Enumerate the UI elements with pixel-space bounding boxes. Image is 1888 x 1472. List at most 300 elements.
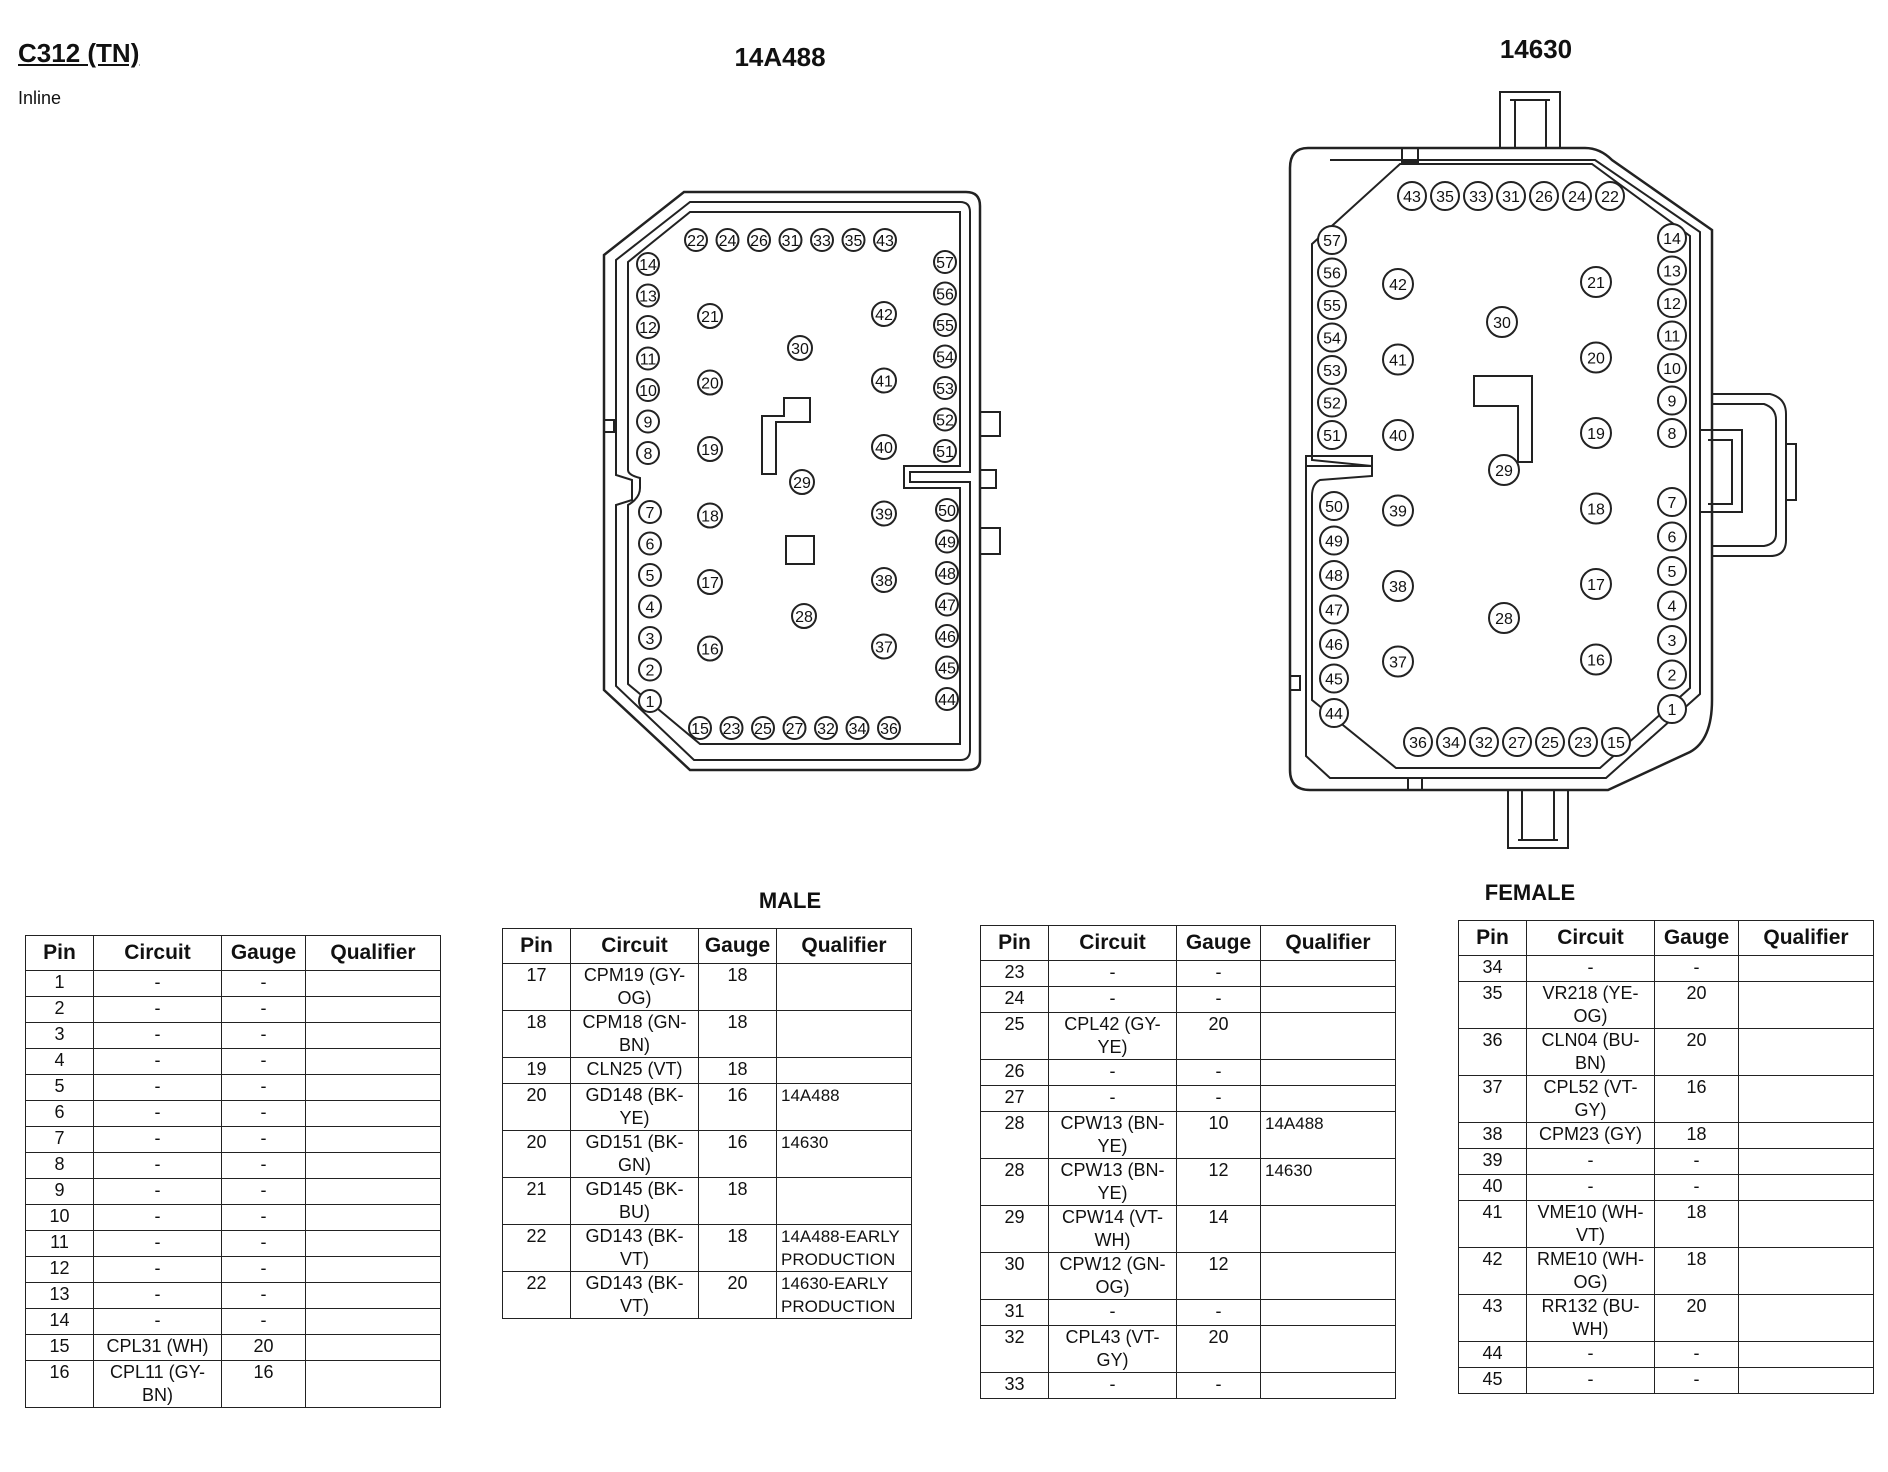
- circuit-cell: -: [94, 1153, 222, 1179]
- table-row: [26, 1075, 441, 1101]
- svg-text:33: 33: [1469, 189, 1487, 206]
- svg-text:20: 20: [701, 375, 719, 393]
- gauge-cell: -: [1177, 1060, 1261, 1086]
- svg-text:48: 48: [938, 566, 956, 583]
- qualifier-cell: [1261, 1013, 1396, 1060]
- svg-text:3: 3: [645, 631, 655, 648]
- pin-23: [721, 717, 743, 739]
- svg-text:31: 31: [1502, 189, 1520, 206]
- pin-23: [1569, 728, 1597, 756]
- table-row: [1459, 1029, 1874, 1076]
- pin-1: [1658, 695, 1686, 723]
- svg-text:7: 7: [645, 505, 655, 522]
- pin-20: [698, 371, 722, 395]
- gauge-cell: -: [222, 997, 306, 1023]
- qualifier-cell: [1261, 1326, 1396, 1373]
- pin-cell: 29: [981, 1206, 1049, 1253]
- circuit-cell: RME10 (WH-OG): [1527, 1248, 1655, 1295]
- circuit-cell: -: [1527, 1368, 1655, 1394]
- svg-text:34: 34: [848, 721, 867, 738]
- gauge-cell: -: [1177, 1373, 1261, 1399]
- col-header-pin: Pin: [1459, 921, 1527, 956]
- table-row: [503, 1011, 912, 1058]
- circuit-cell: -: [1049, 987, 1177, 1013]
- qualifier-cell: [306, 1101, 441, 1127]
- svg-text:22: 22: [1601, 189, 1619, 206]
- pin-45: [936, 657, 958, 679]
- qualifier-cell: [306, 1127, 441, 1153]
- pin-38: [1383, 571, 1413, 601]
- pin-14: [1658, 224, 1686, 252]
- table-row: [981, 1086, 1396, 1112]
- female-label: FEMALE: [1484, 880, 1576, 905]
- pin-28: [792, 604, 816, 628]
- qualifier-cell: 14630: [777, 1131, 912, 1178]
- svg-text:39: 39: [1389, 503, 1407, 521]
- pin-55: [1318, 291, 1346, 319]
- qualifier-cell: [306, 1257, 441, 1283]
- pin-34: [1437, 728, 1465, 756]
- col-header-gauge: Gauge: [1177, 926, 1261, 961]
- pin-43: [1398, 182, 1426, 210]
- pin-32: [1470, 728, 1498, 756]
- circuit-cell: RR132 (BU-WH): [1527, 1295, 1655, 1342]
- qualifier-cell: [1739, 1248, 1874, 1295]
- svg-text:46: 46: [1325, 637, 1343, 654]
- svg-text:37: 37: [1389, 654, 1407, 672]
- circuit-cell: -: [94, 1309, 222, 1335]
- pin-52: [934, 409, 956, 431]
- pin-cell: 38: [1459, 1123, 1527, 1149]
- svg-text:49: 49: [938, 534, 956, 552]
- circuit-cell: GD143 (BK-VT): [571, 1225, 699, 1272]
- pin-cell: 20: [503, 1131, 571, 1178]
- qualifier-cell: [306, 971, 441, 997]
- circuit-cell: -: [1049, 1086, 1177, 1112]
- pin-cell: 35: [1459, 982, 1527, 1029]
- gauge-cell: -: [1177, 1086, 1261, 1112]
- pin-6: [639, 533, 661, 555]
- gauge-cell: 20: [699, 1272, 777, 1319]
- pin-cell: 32: [981, 1326, 1049, 1373]
- svg-text:35: 35: [844, 233, 863, 250]
- svg-text:50: 50: [938, 503, 956, 520]
- pin-21: [698, 304, 722, 328]
- pin-54: [934, 346, 956, 368]
- svg-text:5: 5: [1667, 564, 1677, 581]
- gauge-cell: -: [222, 1049, 306, 1075]
- svg-text:24: 24: [1568, 189, 1586, 206]
- circuit-cell: CPW13 (BN-YE): [1049, 1112, 1177, 1159]
- table-row: [26, 1023, 441, 1049]
- pin-41: [1383, 345, 1413, 375]
- pin-8: [637, 442, 659, 464]
- gauge-cell: 18: [699, 1225, 777, 1272]
- pin-9: [637, 411, 659, 433]
- pin-30: [1487, 307, 1517, 337]
- table-row: [503, 1058, 912, 1084]
- table-row: [1459, 1149, 1874, 1175]
- svg-text:17: 17: [701, 575, 719, 592]
- svg-text:17: 17: [1587, 577, 1605, 594]
- col-header-qualifier: Qualifier: [1261, 926, 1396, 961]
- table-row: [26, 1257, 441, 1283]
- svg-text:10: 10: [1663, 361, 1681, 378]
- pin-cell: 14: [26, 1309, 94, 1335]
- pin-10: [637, 379, 659, 401]
- svg-text:29: 29: [793, 475, 811, 492]
- svg-text:52: 52: [1323, 395, 1341, 413]
- circuit-cell: GD145 (BK-BU): [571, 1178, 699, 1225]
- svg-text:46: 46: [938, 629, 956, 646]
- pin-24: [1563, 182, 1591, 210]
- gauge-cell: -: [222, 1127, 306, 1153]
- table-row: [26, 1335, 441, 1361]
- table-row: [981, 1013, 1396, 1060]
- gauge-cell: -: [1177, 987, 1261, 1013]
- pin-cell: 30: [981, 1253, 1049, 1300]
- qualifier-cell: 14630: [1261, 1159, 1396, 1206]
- svg-text:25: 25: [1541, 735, 1559, 752]
- svg-text:36: 36: [880, 721, 898, 738]
- svg-text:6: 6: [645, 536, 655, 554]
- pin-cell: 22: [503, 1225, 571, 1272]
- gauge-cell: 16: [699, 1131, 777, 1178]
- pin-11: [1658, 322, 1686, 350]
- qualifier-cell: [306, 1205, 441, 1231]
- pin-27: [1503, 728, 1531, 756]
- svg-text:45: 45: [1325, 671, 1343, 689]
- pin-48: [936, 562, 958, 584]
- gauge-cell: 18: [1655, 1248, 1739, 1295]
- svg-text:11: 11: [1663, 328, 1681, 346]
- pin-cell: 12: [26, 1257, 94, 1283]
- pin-cell: 41: [1459, 1201, 1527, 1248]
- pin-2: [639, 659, 661, 681]
- qualifier-cell: [1261, 1253, 1396, 1300]
- svg-text:14: 14: [639, 257, 657, 274]
- svg-text:3: 3: [1667, 633, 1677, 650]
- circuit-cell: GD151 (BK-GN): [571, 1131, 699, 1178]
- gauge-cell: 20: [1177, 1013, 1261, 1060]
- svg-text:43: 43: [876, 233, 894, 250]
- gauge-cell: -: [1177, 1300, 1261, 1326]
- table-row: [1459, 982, 1874, 1029]
- table-row: [981, 1060, 1396, 1086]
- pin-57: [1318, 226, 1346, 254]
- pin-cell: 20: [503, 1084, 571, 1131]
- pin-44: [1320, 699, 1348, 727]
- svg-text:57: 57: [1323, 233, 1341, 250]
- svg-text:32: 32: [817, 721, 835, 738]
- pin-cell: 27: [981, 1086, 1049, 1112]
- svg-text:51: 51: [936, 444, 954, 461]
- gauge-cell: -: [222, 1283, 306, 1309]
- circuit-cell: -: [1527, 1149, 1655, 1175]
- gauge-cell: 10: [1177, 1112, 1261, 1159]
- pin-50: [1320, 492, 1348, 520]
- qualifier-cell: [1739, 1076, 1874, 1123]
- qualifier-cell: [1739, 1149, 1874, 1175]
- svg-text:1: 1: [645, 694, 655, 711]
- table-row: [26, 1231, 441, 1257]
- pin-46: [936, 625, 958, 647]
- svg-text:30: 30: [791, 341, 809, 358]
- svg-text:25: 25: [754, 721, 772, 738]
- qualifier-cell: [306, 1361, 441, 1408]
- svg-text:12: 12: [1663, 296, 1681, 313]
- pin-20: [1581, 343, 1611, 373]
- pin-47: [1320, 596, 1348, 624]
- qualifier-cell: [306, 1049, 441, 1075]
- svg-text:42: 42: [1389, 277, 1407, 294]
- svg-text:53: 53: [936, 381, 954, 398]
- pin-33: [811, 229, 833, 251]
- qualifier-cell: [1739, 982, 1874, 1029]
- svg-text:34: 34: [1442, 735, 1460, 752]
- table-row: [26, 1283, 441, 1309]
- col-header-circuit: Circuit: [1527, 921, 1655, 956]
- svg-text:15: 15: [691, 721, 709, 738]
- pin-33: [1464, 182, 1492, 210]
- pin-17: [1581, 569, 1611, 599]
- table-row: [1459, 1295, 1874, 1342]
- pin-50: [936, 499, 958, 521]
- circuit-cell: -: [94, 1127, 222, 1153]
- svg-text:19: 19: [701, 442, 719, 459]
- pin-3: [639, 627, 661, 649]
- pin-cell: 3: [26, 1023, 94, 1049]
- qualifier-cell: [306, 997, 441, 1023]
- svg-text:40: 40: [1389, 428, 1407, 445]
- col-header-qualifier: Qualifier: [777, 929, 912, 964]
- qualifier-cell: [1739, 1175, 1874, 1201]
- pin-53: [934, 377, 956, 399]
- pin-51: [1318, 421, 1346, 449]
- gauge-cell: -: [1655, 1175, 1739, 1201]
- table-row: [981, 1373, 1396, 1399]
- table-row: [1459, 956, 1874, 982]
- pin-39: [1383, 496, 1413, 526]
- pin-table-1: [25, 935, 441, 1408]
- gauge-cell: -: [222, 1309, 306, 1335]
- svg-text:38: 38: [1389, 579, 1407, 596]
- pin-36: [1404, 728, 1432, 756]
- circuit-cell: CPW14 (VT-WH): [1049, 1206, 1177, 1253]
- pin-5: [1658, 557, 1686, 585]
- qualifier-cell: [777, 1058, 912, 1084]
- qualifier-cell: [1261, 1206, 1396, 1253]
- pin-7: [1658, 488, 1686, 516]
- svg-text:37: 37: [875, 639, 893, 657]
- svg-text:50: 50: [1325, 499, 1343, 516]
- pin-38: [872, 568, 896, 592]
- svg-text:56: 56: [936, 286, 954, 304]
- pin-4: [1658, 592, 1686, 620]
- pin-cell: 31: [981, 1300, 1049, 1326]
- table-row: [26, 971, 441, 997]
- pin-35: [1431, 182, 1459, 210]
- pin-37: [872, 635, 896, 659]
- circuit-cell: CPL31 (WH): [94, 1335, 222, 1361]
- gauge-cell: -: [1655, 1149, 1739, 1175]
- pin-cell: 13: [26, 1283, 94, 1309]
- table-row: [26, 1049, 441, 1075]
- pin-table-3: [980, 925, 1396, 1399]
- svg-text:29: 29: [1495, 463, 1513, 480]
- pin-cell: 40: [1459, 1175, 1527, 1201]
- table-row: [1459, 1368, 1874, 1394]
- circuit-cell: GD148 (BK-YE): [571, 1084, 699, 1131]
- pin-15: [689, 717, 711, 739]
- svg-text:27: 27: [785, 721, 804, 738]
- qualifier-cell: [306, 1153, 441, 1179]
- svg-text:14: 14: [1663, 231, 1681, 248]
- pin-cell: 43: [1459, 1295, 1527, 1342]
- svg-text:55: 55: [936, 318, 954, 335]
- table-row: [26, 1361, 441, 1408]
- pin-5: [639, 564, 661, 586]
- pin-13: [1658, 257, 1686, 285]
- pin-49: [936, 531, 958, 553]
- svg-text:13: 13: [639, 288, 657, 306]
- pin-10: [1658, 354, 1686, 382]
- svg-text:2: 2: [645, 662, 655, 680]
- pin-table-4: [1458, 920, 1874, 1394]
- svg-text:18: 18: [701, 508, 719, 526]
- table-row: [26, 1101, 441, 1127]
- pin-49: [1320, 527, 1348, 555]
- table-row: [503, 1178, 912, 1225]
- svg-text:32: 32: [1475, 735, 1493, 752]
- male-connector-part-number: 14A488: [734, 42, 826, 72]
- svg-text:33: 33: [813, 233, 831, 250]
- svg-text:9: 9: [1667, 393, 1677, 411]
- pin-4: [639, 596, 661, 618]
- circuit-cell: -: [1049, 1060, 1177, 1086]
- gauge-cell: 18: [699, 964, 777, 1011]
- qualifier-cell: [306, 1335, 441, 1361]
- svg-text:16: 16: [1587, 652, 1605, 670]
- qualifier-cell: [1261, 1300, 1396, 1326]
- qualifier-cell: [306, 1075, 441, 1101]
- circuit-cell: -: [1049, 961, 1177, 987]
- svg-text:12: 12: [639, 320, 657, 337]
- pin-22: [1596, 182, 1624, 210]
- qualifier-cell: [306, 1283, 441, 1309]
- table-row: [26, 1309, 441, 1335]
- svg-text:16: 16: [701, 641, 719, 659]
- col-header-gauge: Gauge: [699, 929, 777, 964]
- qualifier-cell: [1739, 1342, 1874, 1368]
- svg-text:42: 42: [875, 307, 893, 324]
- pin-14: [637, 253, 659, 275]
- pin-cell: 22: [503, 1272, 571, 1319]
- qualifier-cell: [1261, 961, 1396, 987]
- circuit-cell: CLN25 (VT): [571, 1058, 699, 1084]
- svg-text:18: 18: [1587, 501, 1605, 519]
- svg-text:44: 44: [938, 692, 956, 709]
- svg-text:23: 23: [1574, 735, 1592, 752]
- svg-text:39: 39: [875, 506, 893, 524]
- circuit-cell: CPM19 (GY-OG): [571, 964, 699, 1011]
- pin-cell: 33: [981, 1373, 1049, 1399]
- pin-cell: 34: [1459, 956, 1527, 982]
- svg-text:44: 44: [1325, 706, 1343, 723]
- gauge-cell: 12: [1177, 1253, 1261, 1300]
- circuit-cell: CPL11 (GY-BN): [94, 1361, 222, 1408]
- pin-cell: 28: [981, 1112, 1049, 1159]
- col-header-circuit: Circuit: [94, 936, 222, 971]
- svg-text:9: 9: [643, 414, 653, 432]
- qualifier-cell: [306, 1179, 441, 1205]
- pin-cell: 25: [981, 1013, 1049, 1060]
- gauge-cell: 18: [699, 1178, 777, 1225]
- table-row: [1459, 1342, 1874, 1368]
- pin-table-2: [502, 928, 912, 1319]
- gauge-cell: -: [1655, 1342, 1739, 1368]
- gauge-cell: -: [222, 1101, 306, 1127]
- svg-text:45: 45: [938, 660, 956, 678]
- col-header-gauge: Gauge: [222, 936, 306, 971]
- circuit-cell: -: [1527, 956, 1655, 982]
- svg-text:26: 26: [1535, 189, 1553, 206]
- table-row: [1459, 1175, 1874, 1201]
- pin-24: [717, 229, 739, 251]
- pin-3: [1658, 626, 1686, 654]
- svg-text:54: 54: [1323, 330, 1341, 348]
- gauge-cell: -: [222, 1153, 306, 1179]
- table-row: [26, 1205, 441, 1231]
- pin-25: [1536, 728, 1564, 756]
- pin-29: [790, 470, 814, 494]
- qualifier-cell: [1739, 1123, 1874, 1149]
- col-header-qualifier: Qualifier: [306, 936, 441, 971]
- pin-26: [1530, 182, 1558, 210]
- pin-cell: 8: [26, 1153, 94, 1179]
- gauge-cell: -: [222, 971, 306, 997]
- gauge-cell: 16: [699, 1084, 777, 1131]
- pin-cell: 21: [503, 1178, 571, 1225]
- circuit-cell: -: [94, 1231, 222, 1257]
- svg-text:43: 43: [1403, 189, 1421, 206]
- pin-12: [1658, 289, 1686, 317]
- pin-30: [788, 336, 812, 360]
- pin-18: [1581, 494, 1611, 524]
- pin-cell: 23: [981, 961, 1049, 987]
- pin-cell: 15: [26, 1335, 94, 1361]
- svg-text:57: 57: [936, 255, 954, 272]
- circuit-cell: -: [1049, 1300, 1177, 1326]
- pin-11: [637, 348, 659, 370]
- circuit-cell: -: [94, 1049, 222, 1075]
- col-header-pin: Pin: [26, 936, 94, 971]
- svg-text:10: 10: [639, 383, 657, 400]
- pin-cell: 37: [1459, 1076, 1527, 1123]
- pin-16: [698, 637, 722, 661]
- pin-7: [639, 501, 661, 523]
- table-row: [503, 964, 912, 1011]
- pin-cell: 5: [26, 1075, 94, 1101]
- gauge-cell: -: [1655, 1368, 1739, 1394]
- gauge-cell: 18: [1655, 1123, 1739, 1149]
- circuit-cell: -: [94, 1257, 222, 1283]
- qualifier-cell: [1739, 1368, 1874, 1394]
- pin-40: [872, 435, 896, 459]
- table-row: [981, 1206, 1396, 1253]
- pin-cell: 17: [503, 964, 571, 1011]
- table-row: [1459, 1248, 1874, 1295]
